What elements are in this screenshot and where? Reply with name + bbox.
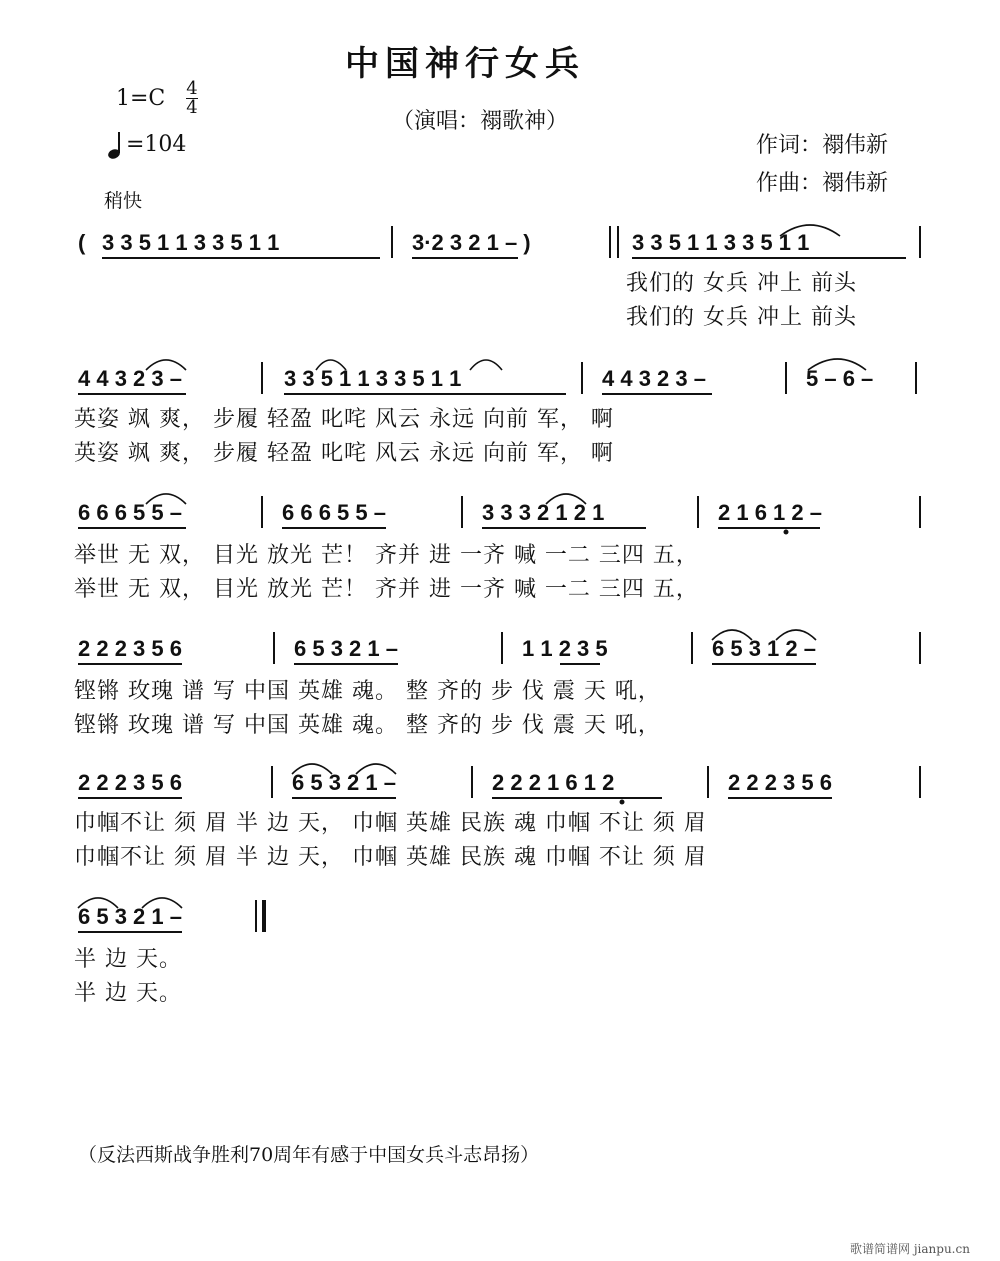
measure: 6 6 6 5 5 – bbox=[78, 500, 182, 525]
composer-credit: 作曲：禤伟新 bbox=[756, 171, 889, 196]
lyric-line: 举世 无 双， 目光 放光 芒！ 齐并 进 一齐 喊 一二 三四 五， bbox=[74, 577, 699, 602]
barlines bbox=[262, 226, 920, 798]
lyricist-credit: 作词：禤伟新 bbox=[756, 133, 889, 158]
final-barline bbox=[256, 900, 264, 932]
time-signature: 4 4 bbox=[186, 78, 198, 118]
watermark: 歌谱简谱网 jianpu.cn bbox=[850, 1242, 970, 1256]
measure: 2 1 6 1 2 – bbox=[718, 500, 822, 525]
slurs bbox=[78, 225, 866, 908]
lyric-line: 铿锵 玫瑰 谱 写 中国 英雄 魂。 整 齐的 步 伐 震 天 吼， bbox=[74, 713, 661, 738]
measure: 6 5 3 2 1 – bbox=[294, 636, 398, 661]
lyric-line: 举世 无 双， 目光 放光 芒！ 齐并 进 一齐 喊 一二 三四 五， bbox=[74, 543, 699, 568]
lyric-line: 英姿 飒 爽， 步履 轻盈 叱咤 风云 永远 向前 军， 啊 bbox=[74, 441, 614, 466]
measure: 5 – 6 – bbox=[806, 366, 874, 391]
measure: 3 3 5 1 1 3 3 5 1 1 bbox=[284, 366, 462, 391]
measure: 6 6 6 5 5 – bbox=[282, 500, 386, 525]
measure: 6 5 3 2 1 – bbox=[78, 904, 182, 929]
tempo-marking: =104 bbox=[126, 132, 187, 157]
lyric-line: 英姿 飒 爽， 步履 轻盈 叱咤 风云 永远 向前 军， 啊 bbox=[74, 407, 614, 432]
key-signature: 1=C bbox=[116, 86, 166, 111]
measure: 1 1 2 3 5 bbox=[522, 636, 608, 661]
measure: 6 5 3 2 1 – bbox=[292, 770, 396, 795]
lyric-line: 我们的 女兵 冲上 前头 bbox=[626, 271, 857, 296]
lyric-line: 我们的 女兵 冲上 前头 bbox=[626, 305, 857, 330]
measure: 2 2 2 1 6 1 2 bbox=[492, 770, 615, 795]
measure: 2 2 2 3 5 6 bbox=[78, 770, 182, 795]
lyric-line: 半 边 天。 bbox=[74, 981, 182, 1006]
measure: 2 2 2 3 5 6 bbox=[78, 636, 182, 661]
measure: 6 5 3 1 2 – bbox=[712, 636, 816, 661]
lower-octave-dots bbox=[620, 530, 789, 805]
lyric-line: 铿锵 玫瑰 谱 写 中国 英雄 魂。 整 齐的 步 伐 震 天 吼， bbox=[74, 679, 661, 704]
measure: 3 3 5 1 1 3 3 5 1 1 bbox=[632, 230, 810, 255]
lyric-line: 巾帼不让 须 眉 半 边 天， 巾帼 英雄 民族 魂 巾帼 不让 须 眉 bbox=[74, 811, 707, 836]
measure: 3 3 5 1 1 3 3 5 1 1 bbox=[102, 230, 280, 255]
measure: 3 3 3 2 1 2 1 bbox=[482, 500, 605, 525]
open-paren: ( bbox=[78, 230, 86, 255]
page-title: 中国神行女兵 bbox=[345, 44, 585, 84]
footnote: （反法西斯战争胜利70周年有感于中国女兵斗志昂扬） bbox=[78, 1144, 540, 1166]
lyric-line: 半 边 天。 bbox=[74, 947, 182, 972]
beam-underlines bbox=[78, 258, 906, 932]
measure: 4 4 3 2 3 – bbox=[78, 366, 182, 391]
singer-credit: （演唱：禤歌神） bbox=[392, 109, 569, 134]
measure: 4 4 3 2 3 – bbox=[602, 366, 706, 391]
measure: 2 2 2 3 5 6 bbox=[728, 770, 832, 795]
tempo-text: 稍快 bbox=[104, 190, 143, 212]
measure: 3·2 3 2 1 – ) bbox=[412, 230, 531, 255]
lyric-line: 巾帼不让 须 眉 半 边 天， 巾帼 英雄 民族 魂 巾帼 不让 须 眉 bbox=[74, 845, 707, 870]
